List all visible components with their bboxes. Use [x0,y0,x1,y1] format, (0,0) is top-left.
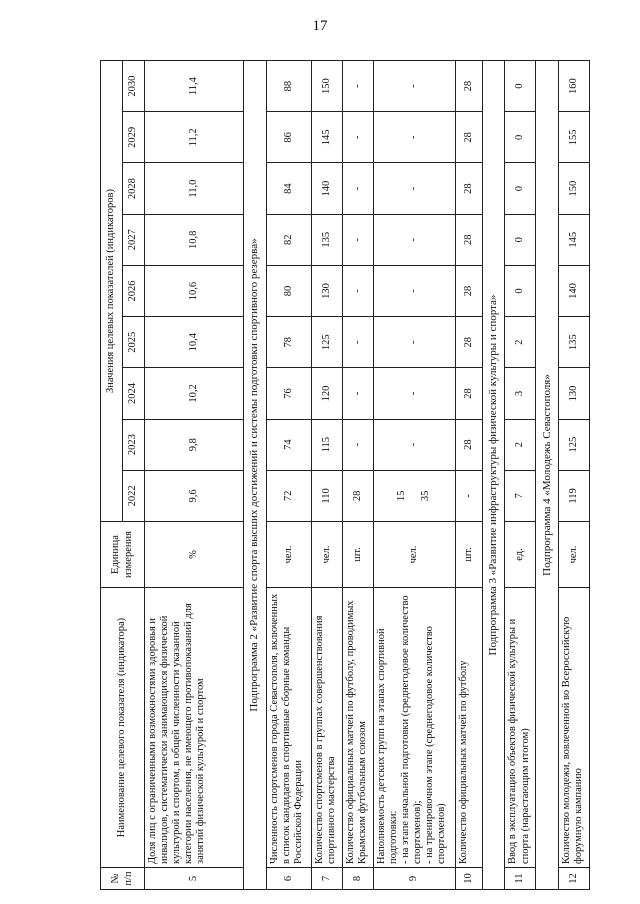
value-cell: 9,6 [145,470,244,521]
value-cell: 28 [456,214,483,265]
value-cell: - [342,265,373,316]
value-cell: 160 [559,61,590,112]
subprogram-row [243,61,266,890]
table-row [266,61,311,890]
value-cell: 76 [266,368,311,419]
indicator-name: Количество официальных матчей по футболу [456,588,483,868]
header-year: 2026 [123,265,145,316]
value-cell: 28 [342,470,373,521]
row-number: 11 [505,868,536,890]
value-cell: - [342,163,373,214]
header-year: 2024 [123,368,145,419]
value-cell: - [456,470,483,521]
value-cell: 15 35 [373,470,455,521]
header-year: 2027 [123,214,145,265]
value-cell: 120 [311,368,342,419]
row-number: 8 [342,868,373,890]
indicator-name: Количество молодежи, вовлеченной во Всероссийскую форумную кампанию [559,588,590,868]
header-year: 2022 [123,470,145,521]
header-name: Наименование целевого показателя (индикатора) [101,588,145,868]
value-cell: - [373,265,455,316]
value-cell: - [373,214,455,265]
value-cell: 150 [311,61,342,112]
value-cell: 145 [559,214,590,265]
value-cell: 125 [311,317,342,368]
header-year: 2023 [123,419,145,470]
table-row [373,61,455,890]
page-number: 17 [312,18,328,34]
value-cell: - [342,419,373,470]
value-cell: - [373,112,455,163]
row-number: 10 [456,868,483,890]
value-cell: 88 [266,61,311,112]
table-row [145,61,244,890]
indicator-name: Наполняемость детских групп на этапах спортивной подготовки: - на этапе начальной подготовки (среднегодовое количество спортсменов); - на тренировочном этапе (среднегодовое количество спортсменов) [373,588,455,868]
value-cell: 150 [559,163,590,214]
value-cell: 28 [456,112,483,163]
unit-cell: чел. [559,522,590,588]
table-body [145,61,590,890]
indicator-name: Количество официальных матчей по футболу, проводимых Крымским футбольным союзом [342,588,373,868]
value-cell: 72 [266,470,311,521]
value-cell: 119 [559,470,590,521]
subprogram-row [482,61,505,890]
value-cell: 115 [311,419,342,470]
subprogram-row [536,61,559,890]
value-cell: 0 [505,163,536,214]
value-cell: - [373,61,455,112]
row-number: 9 [373,868,455,890]
value-cell: 130 [559,368,590,419]
table-row [456,61,483,890]
header-unit: Единица измерения [101,522,145,588]
value-cell: 11,4 [145,61,244,112]
header-year: 2028 [123,163,145,214]
value-cell: 140 [559,265,590,316]
value-cell: 82 [266,214,311,265]
table-row [342,61,373,890]
value-cell: 10,6 [145,265,244,316]
value-cell: 11,0 [145,163,244,214]
value-cell: 3 [505,368,536,419]
unit-cell: шт. [456,522,483,588]
value-cell: 10,2 [145,368,244,419]
value-cell: 74 [266,419,311,470]
value-cell: 110 [311,470,342,521]
value-cell: 28 [456,163,483,214]
header-year: 2025 [123,317,145,368]
header-values-group: Значения целевых показателей (индикаторов) [101,61,123,522]
unit-cell: чел. [266,522,311,588]
subprogram-title: Подпрограмма 4 «Молодежь Севастополя» [536,61,559,890]
value-cell: 28 [456,265,483,316]
value-cell: - [342,214,373,265]
unit-cell: чел. [373,522,455,588]
subprogram-title: Подпрограмма 3 «Развитие инфраструктуры физической культуры и спорта» [482,61,505,890]
indicator-name: Доля лиц с ограниченными возможностями здоровья и инвалидов, систематически занимающихся физической культурой и спортом, в общей численности указанной категории населения, не имеющего противопоказаний для занятий физической культурой и спортом [145,588,244,868]
table-row [311,61,342,890]
value-cell: - [342,112,373,163]
indicator-name: Численность спортсменов города Севастополя, включенных в список кандидатов в спортивные сборные команды Российской Федерации [266,588,311,868]
table-row [505,61,536,890]
value-cell: 145 [311,112,342,163]
unit-cell: ед. [505,522,536,588]
value-cell: 140 [311,163,342,214]
header-year: 2029 [123,112,145,163]
value-cell: - [342,61,373,112]
value-cell: 80 [266,265,311,316]
unit-cell: шт. [342,522,373,588]
value-cell: - [373,419,455,470]
value-cell: 10,4 [145,317,244,368]
value-cell: 28 [456,61,483,112]
value-cell: 84 [266,163,311,214]
value-cell: 78 [266,317,311,368]
header-year: 2030 [123,61,145,112]
value-cell: 0 [505,112,536,163]
value-cell: 7 [505,470,536,521]
row-number: 6 [266,868,311,890]
value-cell: 2 [505,317,536,368]
value-cell: 9,8 [145,419,244,470]
row-number: 12 [559,868,590,890]
value-cell: - [373,368,455,419]
row-number: 5 [145,868,244,890]
rotated-table-container [100,60,590,890]
indicators-table [100,60,590,890]
value-cell: 11,2 [145,112,244,163]
value-cell: 0 [505,265,536,316]
value-cell: 28 [456,317,483,368]
table-row [559,61,590,890]
value-cell: - [342,368,373,419]
unit-cell: % [145,522,244,588]
indicator-name: Ввод в эксплуатацию объектов физической культуры и спорта (нарастающим итогом) [505,588,536,868]
value-cell: 135 [559,317,590,368]
value-cell: 125 [559,419,590,470]
value-cell: 0 [505,214,536,265]
value-cell: 86 [266,112,311,163]
value-cell: 2 [505,419,536,470]
value-cell: - [342,317,373,368]
value-cell: 0 [505,61,536,112]
value-cell: - [373,163,455,214]
value-cell: 28 [456,368,483,419]
unit-cell: чел. [311,522,342,588]
value-cell: 28 [456,419,483,470]
subprogram-title: Подпрограмма 2 «Развитие спорта высших достижений и системы подготовки спортивного резерва» [243,61,266,890]
indicator-name: Количество спортсменов в группах совершенствования спортивного мастерства [311,588,342,868]
value-cell: 135 [311,214,342,265]
header-num: № п/п [101,868,145,890]
value-cell: 10,8 [145,214,244,265]
value-cell: - [373,317,455,368]
value-cell: 130 [311,265,342,316]
row-number: 7 [311,868,342,890]
value-cell: 155 [559,112,590,163]
